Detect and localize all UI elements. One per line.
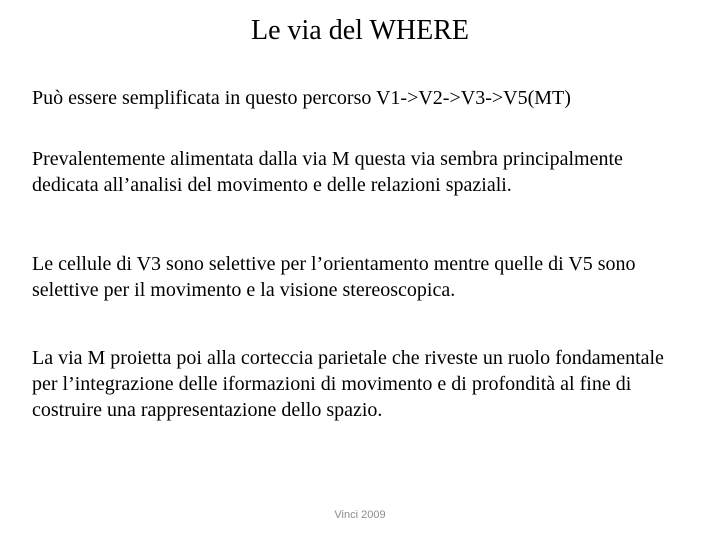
paragraph-pathway: Può essere semplificata in questo percorso V1->V2->V3->V5(MT) [32,87,571,109]
paragraph-parietal-cortex: La via M proietta poi alla corteccia parietale che riveste un ruolo fondamentale per l’integrazione delle iformazioni di movimento e di profondità al fine di costruire una rappresentazione dello spazio. [32,347,664,421]
paragraph-m-pathway-function: Prevalentemente alimentata dalla via M questa via sembra principalmente dedicata all’analisi del movimento e delle relazioni spaziali. [32,148,623,196]
paragraph-v3-v5-selectivity: Le cellule di V3 sono selettive per l’orientamento mentre quelle di V5 sono selettive per il movimento e la visione stereoscopica. [32,253,636,301]
slide-footer: Vinci 2009 [334,509,386,521]
slide-title: Le via del WHERE [251,15,469,46]
